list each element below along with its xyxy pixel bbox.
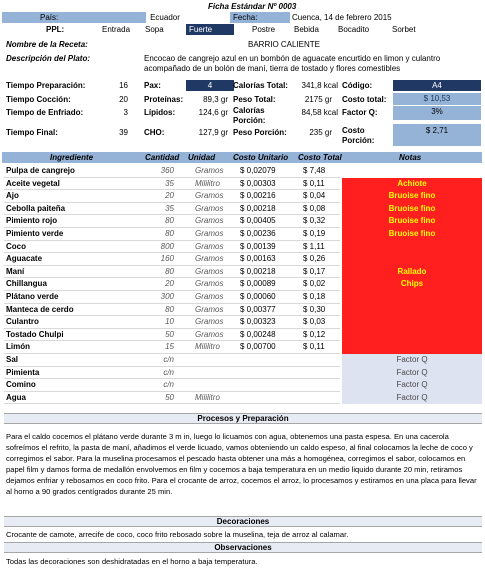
costo-total-cell: $ 1,11 <box>303 241 325 251</box>
costo-total-cell: $ 0,03 <box>303 317 326 327</box>
fecha-value: Cuenca, 14 de febrero 2015 <box>292 13 392 22</box>
costo-total-cell: $ 7,48 <box>303 166 326 175</box>
ingrediente-cell: Plátano verde <box>6 292 59 301</box>
costo-unitario-cell: $ 0,00089 <box>240 279 276 289</box>
nota-cell: Bruoise fino <box>388 191 436 201</box>
tiempo-prep-value: 16 <box>119 81 128 90</box>
cantidad-cell: 800 <box>160 241 174 251</box>
cantidad-cell: 50 <box>165 392 174 402</box>
sheet-title: Ficha Estándar Nº 0003 <box>208 2 297 11</box>
proteinas-label: Proteínas: <box>144 95 184 104</box>
ppl-option-sorbet[interactable]: Sorbet <box>392 25 416 34</box>
ingrediente-cell: Limón <box>6 342 30 352</box>
costo-total-cell: $ 0,17 <box>303 266 326 276</box>
ppl-option-bebida[interactable]: Bebida <box>294 25 319 34</box>
ingrediente-cell: Pimiento verde <box>6 229 64 238</box>
cantidad-cell: 80 <box>165 216 174 226</box>
table-header <box>2 152 482 163</box>
nota-cell: Factor Q <box>396 392 428 402</box>
peso-porcion-value: 235 gr <box>309 128 332 137</box>
nota-cell: Bruoise fino <box>388 203 436 213</box>
costo-unitario-cell: $ 0,00248 <box>240 329 276 339</box>
costo-total-cell: $ 0,32 <box>303 216 326 226</box>
costo-total-label: Costo total: <box>342 95 387 104</box>
tiempo-enf-label: Tiempo de Enfriado: <box>6 108 84 117</box>
calorias-porcion-label-2: Porción: <box>233 116 266 125</box>
costo-total-cell: $ 0,30 <box>303 304 326 314</box>
ppl-option-sopa[interactable]: Sopa <box>145 25 164 34</box>
descripcion-line-2: acompañado de un bolón de maní, tierra de tostado y flores comestibles <box>144 64 401 73</box>
costo-porcion-label-2: Porción: <box>342 136 375 145</box>
costo-unitario-cell: $ 0,00139 <box>240 241 276 251</box>
tiempo-prep-label: Tiempo Preparación: <box>6 81 86 90</box>
costo-unitario-cell: $ 0,02079 <box>240 166 276 175</box>
unidad-cell: Gramos <box>195 254 224 264</box>
tiempo-coc-label: Tiempo Cocción: <box>6 95 71 104</box>
peso-total-value: 2175 gr <box>304 95 332 104</box>
cantidad-cell: 80 <box>165 304 174 314</box>
costo-unitario-cell: $ 0,00377 <box>240 304 276 314</box>
nombre-value: BARRIO CALIENTE <box>248 40 321 49</box>
unidad-cell: Mililitro <box>195 392 220 402</box>
lipidos-value: 124,6 gr <box>198 108 228 117</box>
costo-unitario-cell: $ 0,00218 <box>240 266 276 276</box>
procesos-text: Para el caldo cocemos el plátano verde durante 3 m in, luego lo licuamos con agua, obtenemos una pasta espesa. En una cacerola sofreímos el refrito, la pasta de maní, añadimos el verde licuado, vamos obteniendo un caldo espeso, al final colocamos la leche de coco y corregimos el sabor. Para la muselina procesamos el pescado hasta obtener una más a homogénea, corregimos el sabor, colocamos en papel film y damos forma de medallón envolvemos en film y cocemos a baja temperatura en un medio liquido durante 20 min, retiramos dejamos enfriar y rebosamos en coco frito. Para el crocante de arroz, cocemos el arroz, lo procesamos y estiramos en una placa para llevar al horno a 90 grados centígrados durante 25 min. <box>6 432 477 496</box>
ingrediente-cell: Comino <box>6 380 36 390</box>
ppl-label: PPL: <box>46 25 65 34</box>
unidad-cell: Gramos <box>195 229 224 238</box>
ppl-option-bocadito[interactable]: Bocadito <box>338 25 370 34</box>
col-cantidad: Cantidad <box>145 153 180 162</box>
costo-unitario-cell: $ 0,00060 <box>240 292 276 301</box>
pais-label: País: <box>40 13 59 22</box>
tiempo-final-value: 39 <box>119 128 128 137</box>
descripcion-line-1: Encocao de cangrejo azul en un bombón de aguacate encurtido en limon y culantro <box>144 54 441 63</box>
fecha-label: Fecha: <box>233 13 258 22</box>
ingrediente-cell: Culantro <box>6 317 39 327</box>
ingrediente-cell: Pimiento rojo <box>6 216 58 226</box>
cantidad-cell: 10 <box>165 317 174 327</box>
ppl-option-fuerte-selected[interactable]: Fuerte <box>186 24 234 35</box>
pais-value: Ecuador <box>150 13 180 22</box>
costo-total-cell: $ 0,26 <box>303 254 326 264</box>
descripcion-label: Descripción del Plato: <box>6 54 91 63</box>
codigo-value: A4 <box>393 80 481 91</box>
calorias-total-value: 341,8 kcal <box>301 81 338 90</box>
costo-unitario-cell: $ 0,00700 <box>240 342 276 352</box>
costo-total-cell: $ 0,11 <box>303 342 325 352</box>
unidad-cell: Gramos <box>195 329 224 339</box>
unidad-cell: Gramos <box>195 304 224 314</box>
costo-total-cell: $ 0,11 <box>303 178 325 188</box>
cantidad-cell: 15 <box>165 342 174 352</box>
unidad-cell: Mililitro <box>195 342 220 352</box>
observaciones-text: Todas las decoraciones son deshidratadas en el horno a baja temperatura. <box>6 557 258 566</box>
unidad-cell: Gramos <box>195 166 224 175</box>
unidad-cell: Gramos <box>195 292 224 301</box>
calorias-total-label: Calorías Total: <box>233 81 288 90</box>
col-ingrediente: Ingrediente <box>50 153 94 162</box>
costo-unitario-cell: $ 0,00303 <box>240 178 276 188</box>
nota-cell: Factor Q <box>396 380 428 390</box>
ingrediente-cell: Ajo <box>6 191 19 201</box>
cantidad-cell: 80 <box>165 229 174 238</box>
ingrediente-cell: Tostado Chulpi <box>6 329 64 339</box>
pax-label: Pax: <box>144 81 161 90</box>
cantidad-cell: 20 <box>165 279 174 289</box>
nota-cell: Factor Q <box>396 367 428 377</box>
costo-unitario-cell: $ 0,00216 <box>240 191 276 201</box>
cantidad-cell: c/n <box>163 380 174 390</box>
fecha-label-cell <box>230 12 290 23</box>
observaciones-title: Observaciones <box>4 542 482 553</box>
factor-q-label: Factor Q: <box>342 108 378 117</box>
col-notas: Notas <box>399 153 422 162</box>
cantidad-cell: 300 <box>160 292 174 301</box>
costo-total-cell: $ 0,04 <box>303 191 326 201</box>
unidad-cell: Gramos <box>195 191 224 201</box>
nota-cell: Bruoise fino <box>388 216 436 226</box>
procesos-title: Procesos y Preparación <box>4 413 482 424</box>
unidad-cell: Gramos <box>195 241 224 251</box>
cantidad-cell: 35 <box>165 203 174 213</box>
cantidad-cell: 35 <box>165 178 174 188</box>
ingrediente-cell: Aguacate <box>6 254 43 264</box>
cantidad-cell: 80 <box>165 266 174 276</box>
ingrediente-cell: Agua <box>6 392 26 402</box>
nota-cell: Bruoise fino <box>388 229 436 238</box>
ppl-option-postre[interactable]: Postre <box>252 25 276 34</box>
ingrediente-cell: Pulpa de cangrejo <box>6 166 75 175</box>
factor-q-value: 3% <box>393 106 481 120</box>
unidad-cell: Gramos <box>195 203 224 213</box>
costo-total-cell: $ 0,08 <box>303 203 326 213</box>
col-unidad: Unidad <box>188 153 216 162</box>
nota-cell: Chips <box>400 279 424 289</box>
ppl-option-entrada[interactable]: Entrada <box>102 25 131 34</box>
costo-porcion-value: $ 2,71 <box>393 124 481 146</box>
ingrediente-cell: Coco <box>6 241 26 251</box>
unidad-cell: Gramos <box>195 266 224 276</box>
calorias-porcion-label: Calorías <box>233 106 265 115</box>
ingrediente-cell: Maní <box>6 266 25 276</box>
tiempo-final-label: Tiempo Final: <box>6 128 58 137</box>
pais-label-cell <box>2 12 146 23</box>
costo-unitario-cell: $ 0,00218 <box>240 203 276 213</box>
row-divider <box>4 403 340 404</box>
ingrediente-cell: Pimienta <box>6 367 40 377</box>
unidad-cell: Gramos <box>195 216 224 226</box>
cantidad-cell: 50 <box>165 329 174 339</box>
costo-unitario-cell: $ 0,00405 <box>240 216 276 226</box>
cantidad-cell: 160 <box>160 254 174 264</box>
col-costo-unitario: Costo Unitario <box>233 153 289 162</box>
costo-total-cell: $ 0,18 <box>303 292 326 301</box>
proteinas-value: 89,3 gr <box>203 95 228 104</box>
lipidos-label: Lípidos: <box>144 108 176 117</box>
unidad-cell: Gramos <box>195 317 224 327</box>
cantidad-cell: c/n <box>163 355 174 364</box>
ingrediente-cell: Aceite vegetal <box>6 178 60 188</box>
peso-total-label: Peso Total: <box>233 95 276 104</box>
cantidad-cell: c/n <box>163 367 174 377</box>
decoraciones-title: Decoraciones <box>4 516 482 527</box>
tiempo-enf-value: 3 <box>123 108 128 117</box>
tiempo-coc-value: 20 <box>119 95 128 104</box>
ingrediente-cell: Cebolla paiteña <box>6 203 66 213</box>
ingrediente-cell: Manteca de cerdo <box>6 304 74 314</box>
nota-cell: Rallado <box>397 266 427 276</box>
costo-unitario-cell: $ 0,00163 <box>240 254 276 264</box>
costo-total-cell: $ 0,12 <box>303 329 326 339</box>
codigo-label: Código: <box>342 81 373 90</box>
nota-cell: Factor Q <box>396 355 428 364</box>
costo-porcion-label: Costo <box>342 126 365 135</box>
nombre-label: Nombre de la Receta: <box>6 40 88 49</box>
unidad-cell: Mililitro <box>195 178 220 188</box>
ingrediente-cell: Chillangua <box>6 279 47 289</box>
cho-value: 127,9 gr <box>198 128 228 137</box>
costo-unitario-cell: $ 0,00236 <box>240 229 276 238</box>
costo-total-cell: $ 0,02 <box>303 279 326 289</box>
cho-label: CHO: <box>144 128 165 137</box>
cantidad-cell: 20 <box>165 191 174 201</box>
unidad-cell: Gramos <box>195 279 224 289</box>
cantidad-cell: 360 <box>160 166 174 175</box>
calorias-porcion-value: 84,58 kcal <box>301 108 338 117</box>
nota-cell: Achiote <box>397 178 427 188</box>
pax-value: 4 <box>186 80 234 91</box>
costo-unitario-cell: $ 0,00323 <box>240 317 276 327</box>
peso-porcion-label: Peso Porción: <box>233 128 287 137</box>
col-costo-total: Costo Total <box>298 153 342 162</box>
costo-total-value: $ 10,53 <box>393 93 481 105</box>
ingrediente-cell: Sal <box>6 355 19 364</box>
table-row <box>0 165 485 177</box>
decoraciones-text: Crocante de camote, arrecife de coco, coco frito rebosado sobre la muselina, teja de arroz al calamar. <box>6 530 349 539</box>
costo-total-cell: $ 0,19 <box>303 229 326 238</box>
